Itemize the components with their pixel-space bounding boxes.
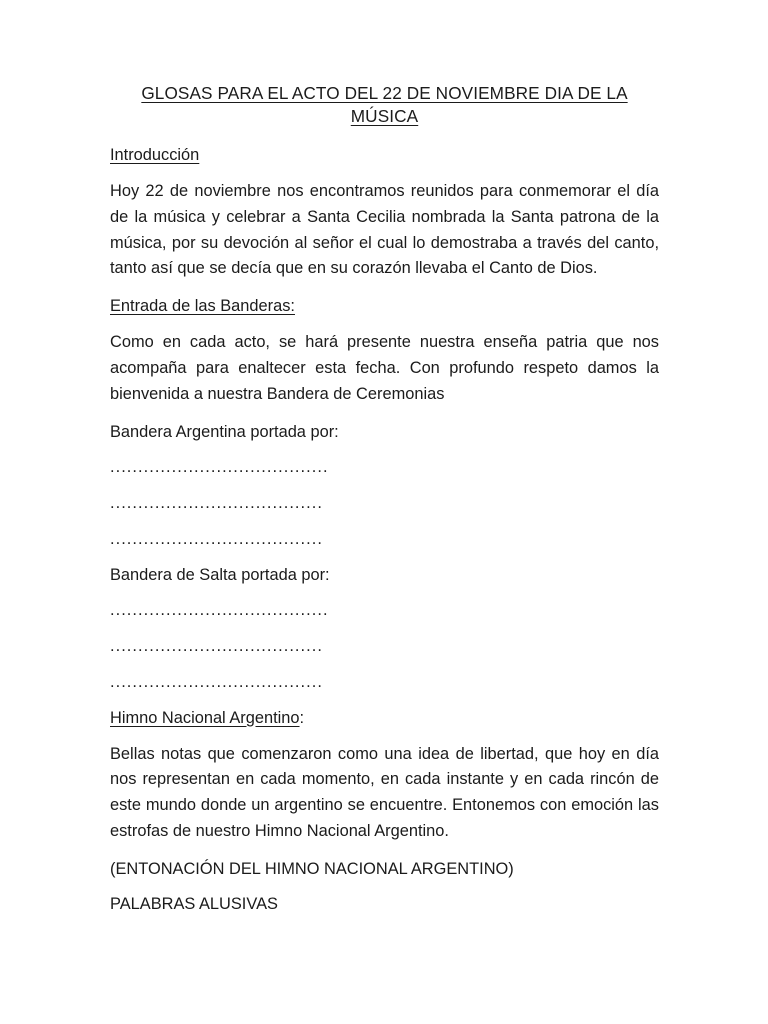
blank-line-bandera-salta-1: ....................................... [110,600,329,619]
blank-line-bandera-argentina-1: ....................................... [110,457,329,476]
blank-line-bandera-salta-3: ...................................... [110,672,323,691]
closing-line-palabras-alusivas: PALABRAS ALUSIVAS [110,894,278,913]
label-bandera-salta: Bandera de Salta portada por: [110,565,330,584]
paragraph-introduccion: Hoy 22 de noviembre nos encontramos reunidos para conmemorar el día de la música y celebrar a Santa Cecilia nombrada la Santa patrona de la música, por su devoción al señor el cual lo demostraba a través del canto, tanto así que se decía que en su corazón llevaba el Canto de Dios. [110,182,659,278]
section-heading-introduccion-text: Introducción [110,146,200,164]
blank-line-bandera-argentina-2: ...................................... [110,493,323,512]
closing-line-entonacion: (ENTONACIÓN DEL HIMNO NACIONAL ARGENTINO) [110,859,514,878]
paragraph-entrada-banderas: Como en cada acto, se hará presente nuestra enseña patria que nos acompaña para enaltecer esta fecha. Con profundo respeto damos la bienvenida a nuestra Bandera de Ceremonias [110,333,659,403]
section-heading-himno-nacional-text: Himno Nacional Argentino [110,708,300,727]
section-heading-entrada-banderas [110,295,659,317]
document-body [110,82,659,928]
blank-line-bandera-argentina-3: ...................................... [110,529,323,548]
page-title-line-1: GLOSAS PARA EL ACTO DEL 22 DE NOVIEMBRE DIA DE LA [141,83,628,103]
section-heading-himno-nacional [110,707,659,729]
blank-line-bandera-salta-2: ...................................... [110,636,323,655]
section-heading-himno-nacional-colon: : [299,708,305,727]
paragraph-himno-nacional: Bellas notas que comenzaron como una idea de libertad, que hoy en día nos representan en cada momento, en cada instante y en cada rincón de este mundo donde un argentino se encuentre. Entonemos con emoción las estrofas de nuestro Himno Nacional Argentino. [110,744,659,840]
section-heading-entrada-banderas-text: Entrada de las Banderas: [110,297,295,316]
page-title-line-2: MÚSICA [350,106,419,126]
label-bandera-argentina: Bandera Argentina portada por: [110,422,339,441]
section-heading-introduccion [110,144,659,166]
page-title [110,82,659,128]
